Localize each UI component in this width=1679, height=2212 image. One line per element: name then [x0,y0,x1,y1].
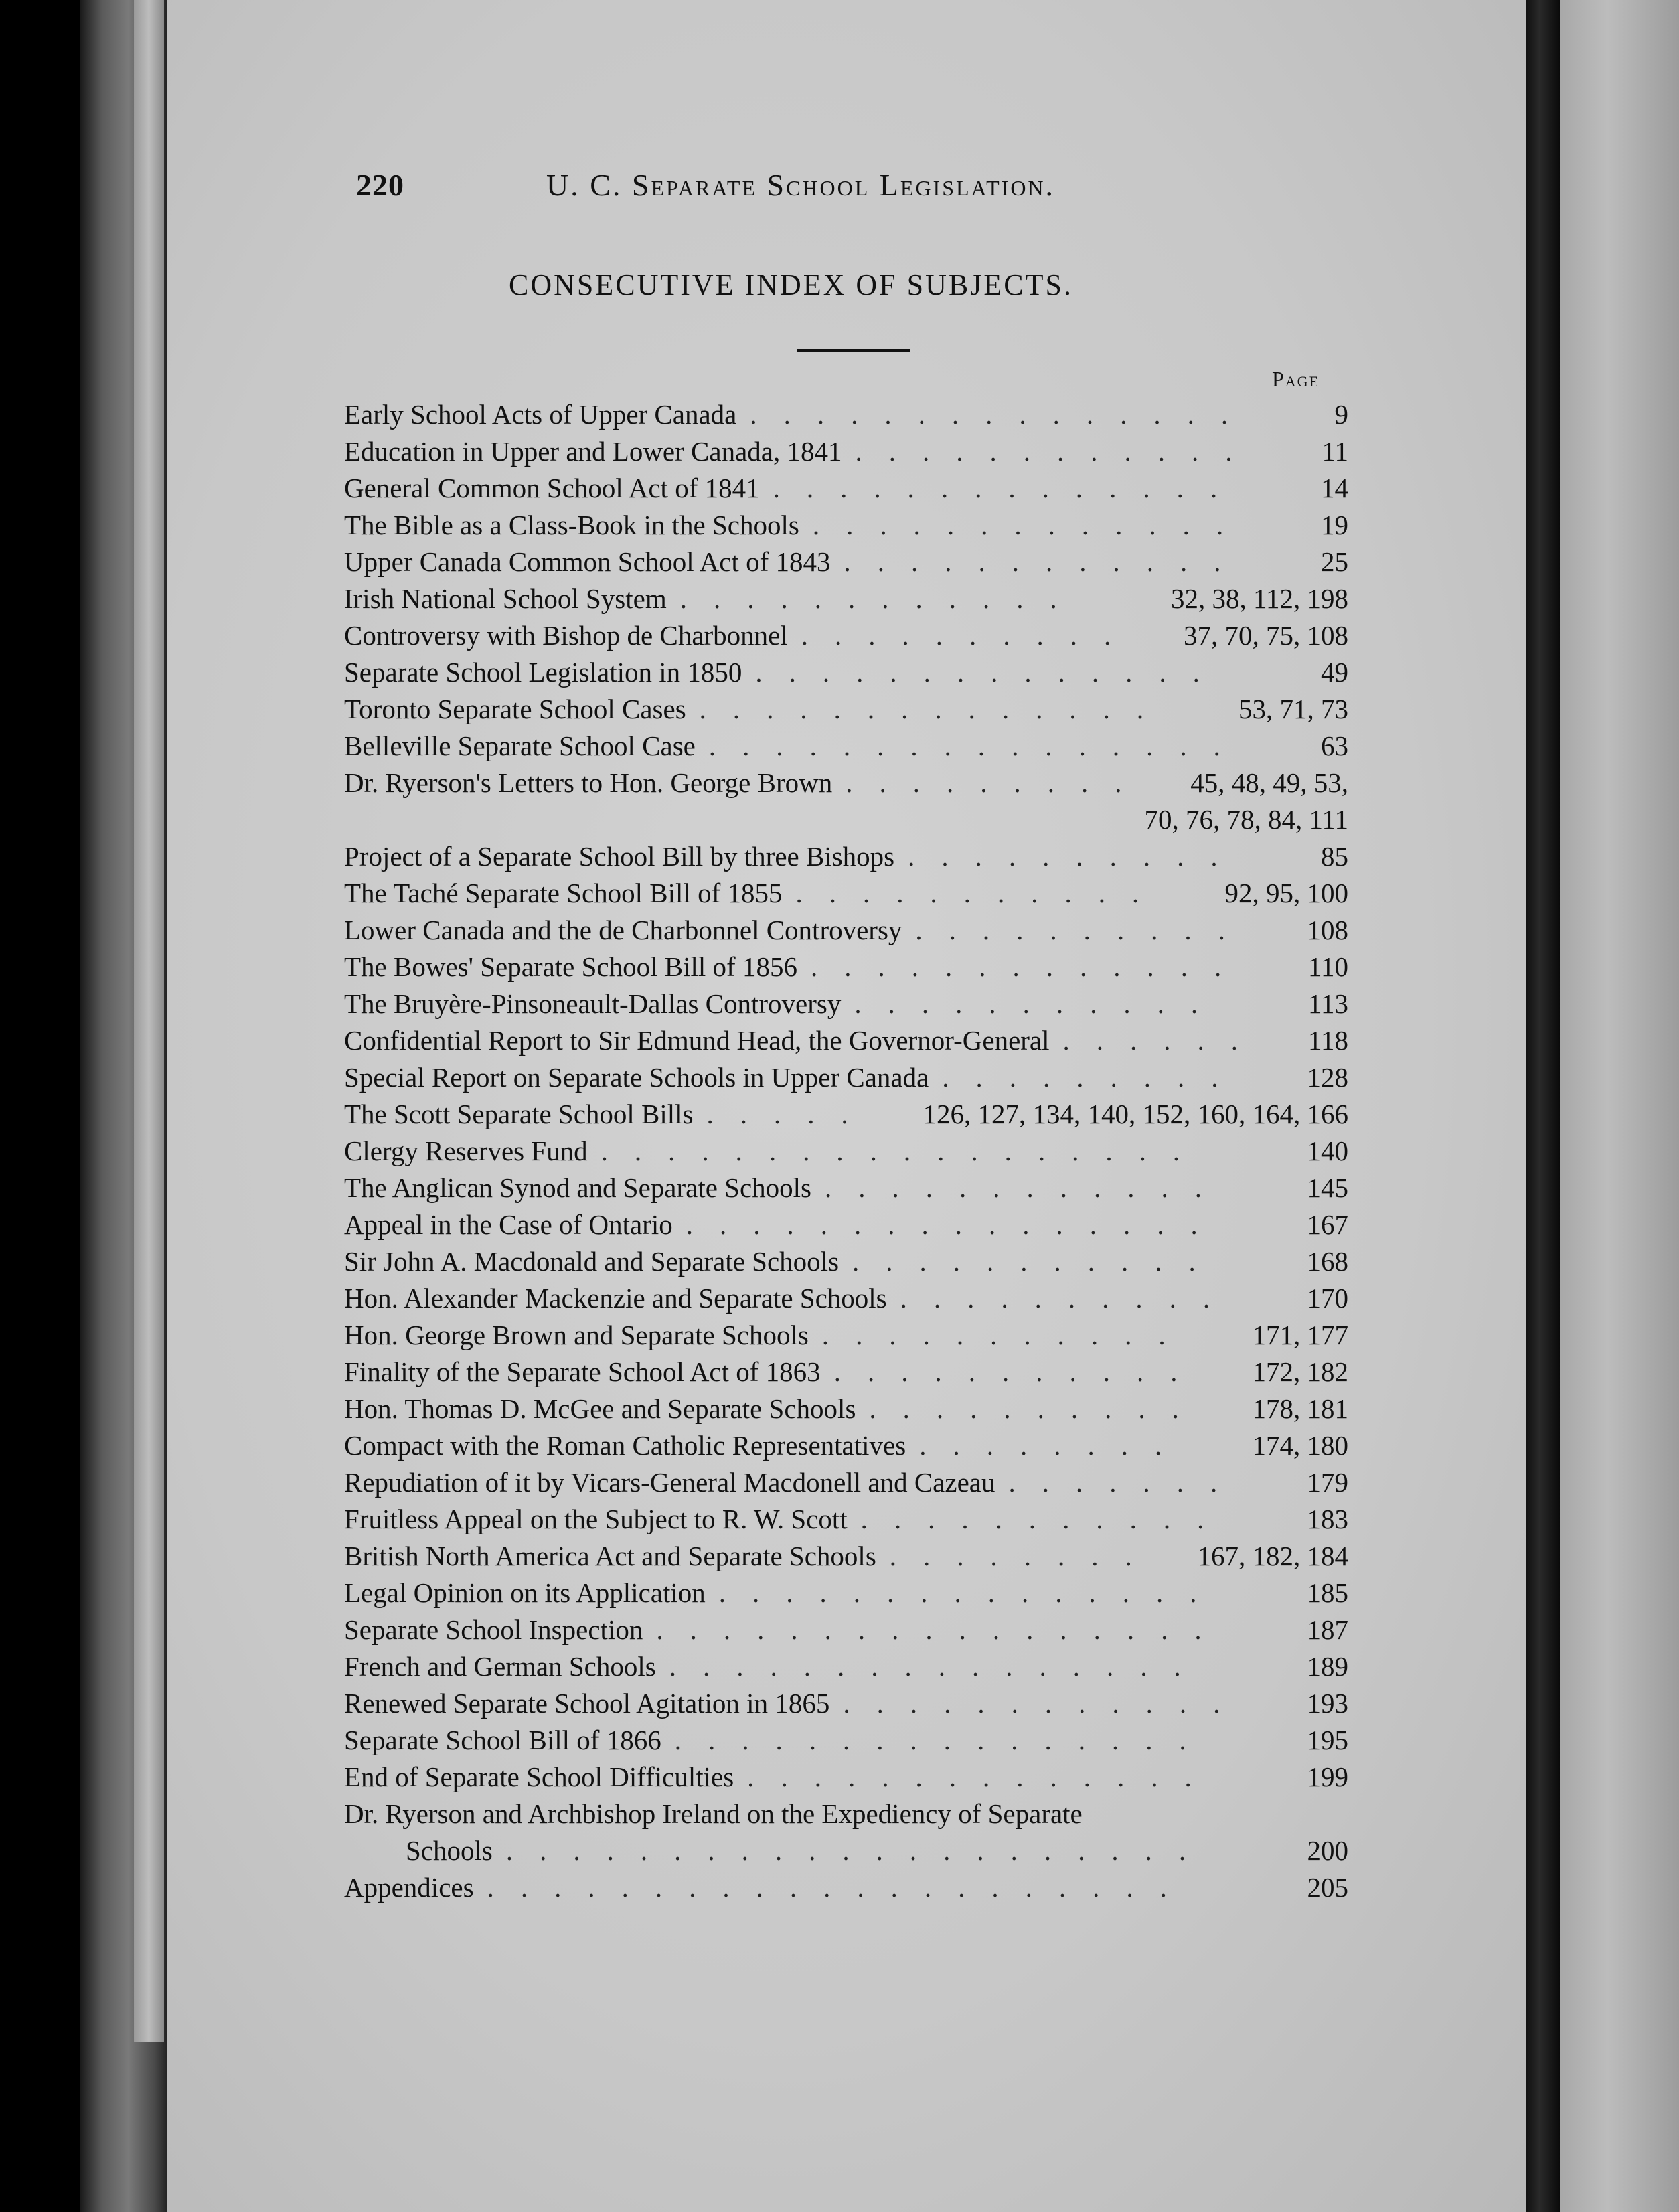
index-entry [344,1796,1348,1832]
entry-label: Lower Canada and the de Charbonnel Controversy [344,915,902,945]
entry-pages: 189 [1307,1651,1348,1682]
entry-pages: 172, 182 [1252,1356,1348,1387]
dot-leader: ............. [812,509,1251,540]
dot-leader: ................ [674,1725,1213,1755]
entry-pages: 170 [1307,1283,1348,1314]
index-entry [344,765,1348,801]
dot-leader: .......... [900,1283,1237,1314]
entry-pages: 118 [1308,1025,1348,1056]
entry-pages: 205 [1307,1872,1348,1903]
entry-pages: 168 [1307,1246,1348,1277]
entry-pages: 171, 177 [1252,1320,1348,1350]
dot-leader: ............. [810,951,1249,982]
entry-label: Schools [406,1835,493,1866]
entry-label: Hon. George Brown and Separate Schools [344,1320,809,1350]
entry-label: General Common School Act of 1841 [344,473,760,503]
entry-label: Special Report on Separate Schools in Upper Canada [344,1062,929,1093]
entry-pages: 92, 95, 100 [1224,878,1348,908]
entry-pages: 128 [1307,1062,1348,1093]
index-entry [344,470,1348,507]
index-entry [344,507,1348,544]
dot-leader: .............. [747,1761,1218,1792]
page-number: 220 [356,168,404,202]
index-entry [344,617,1348,654]
entry-pages: 179 [1307,1467,1348,1498]
index-entry [344,1354,1348,1391]
entry-label: Renewed Separate School Agitation in 1865 [344,1688,830,1719]
dot-leader: .............. [699,694,1171,724]
dot-leader: ..................... [487,1872,1194,1903]
dot-leader: ........... [795,878,1166,908]
entry-pages: 85 [1321,841,1348,872]
index-entry [344,1464,1348,1501]
index-entry [344,1685,1348,1722]
entry-pages: 126, 127, 134, 140, 152, 160, 164, 166 [923,1099,1348,1129]
dot-leader: .............. [773,473,1245,503]
dot-leader: ......... [942,1062,1245,1093]
entry-label: Repudiation of it by Vicars-General Macdonell and Cazeau [344,1467,995,1498]
entry-pages: 25 [1321,546,1348,577]
entry-pages: 37, 70, 75, 108 [1184,620,1348,651]
dot-leader: ............ [855,436,1259,467]
dot-leader: .......... [869,1393,1206,1424]
dot-leader: ...... [1062,1025,1265,1056]
dot-leader: ........... [821,1320,1192,1350]
index-entry [344,1575,1348,1611]
entry-label: The Bowes' Separate School Bill of 1856 [344,951,797,982]
dot-leader: ............ [679,583,1084,614]
index-heading: CONSECUTIVE INDEX OF SUBJECTS. [509,268,1073,301]
index-entry [344,801,1348,838]
index-entry [344,1648,1348,1685]
dot-leader: ..... [706,1099,875,1129]
entry-pages: 49 [1321,657,1348,688]
dot-leader: .................. [601,1135,1207,1166]
dot-leader: ............ [825,1172,1229,1203]
dot-leader: ............ [844,546,1248,577]
entry-pages: 70, 76, 78, 84, 111 [1144,804,1348,835]
entry-label: Dr. Ryerson and Archbishop Ireland on the Expediency of Separate [344,1798,1083,1829]
entry-label: The Anglican Synod and Separate Schools [344,1172,812,1203]
index-entry [344,1391,1348,1427]
entry-pages: 14 [1321,473,1348,503]
dot-leader: ......... [846,767,1149,798]
index-entry [344,1280,1348,1317]
index-entry [344,1317,1348,1354]
entry-label: Clergy Reserves Fund [344,1135,588,1166]
entry-label: British North America Act and Separate Schools [344,1540,876,1571]
entry-label: The Bible as a Class-Book in the Schools [344,509,799,540]
entry-label: Separate School Bill of 1866 [344,1725,661,1755]
dot-leader: ............... [750,399,1255,430]
entry-label: Hon. Thomas D. McGee and Separate Schools [344,1393,856,1424]
index-entry [344,1059,1348,1096]
dot-leader: ................ [669,1651,1208,1682]
dot-leader: .......... [801,620,1138,651]
entry-label: Hon. Alexander Mackenzie and Separate Schools [344,1283,887,1314]
entry-label: Finality of the Separate School Act of 1863 [344,1356,821,1387]
entry-pages: 108 [1307,915,1348,945]
entry-pages: 183 [1307,1504,1348,1534]
entry-label: Upper Canada Common School Act of 1843 [344,546,831,577]
entry-label: Appeal in the Case of Ontario [344,1209,673,1240]
entry-label: Appendices [344,1872,474,1903]
index-entry [344,912,1348,949]
page-edge-left [134,0,164,2042]
dot-leader: ........... [860,1504,1231,1534]
entry-pages: 53, 71, 73 [1238,694,1348,724]
entry-label: Belleville Separate School Case [344,730,696,761]
dot-leader: ................ [686,1209,1224,1240]
entry-pages: 167, 182, 184 [1197,1540,1348,1571]
dot-leader: .............. [755,657,1226,688]
entry-pages: 113 [1308,988,1348,1019]
entry-pages: 200 [1307,1835,1348,1866]
running-title: U. C. Separate School Legislation. [546,168,1056,202]
dot-leader: ....... [1008,1467,1245,1498]
entry-pages: 110 [1308,951,1348,982]
index-entry [344,1096,1348,1133]
index-entry [344,1170,1348,1206]
index-entry [344,654,1348,691]
dot-leader: ............ [843,1688,1247,1719]
index-entry [344,544,1348,580]
dot-leader: ........ [889,1540,1159,1571]
running-head [356,167,1180,214]
page-column-heading: Page [1272,367,1320,391]
dot-leader: ........... [852,1246,1222,1277]
entry-label: Dr. Ryerson's Letters to Hon. George Brown [344,767,833,798]
dot-leader: ........... [833,1356,1204,1387]
index-entry [344,1022,1348,1059]
entry-label: Sir John A. Macdonald and Separate Schools [344,1246,840,1277]
dot-leader: ............... [718,1577,1224,1608]
index-entry [344,1832,1348,1869]
entry-pages: 195 [1307,1725,1348,1755]
index-entry [344,1427,1348,1464]
entry-label: Irish National School System [344,583,667,614]
entry-pages: 9 [1334,399,1348,430]
entry-pages: 187 [1307,1614,1348,1645]
heading-rule [797,349,910,352]
entry-pages: 45, 48, 49, 53, [1190,767,1348,798]
entry-pages: 185 [1307,1577,1348,1608]
index-entry [344,1538,1348,1575]
entry-pages: 19 [1321,509,1348,540]
index-entry [344,1869,1348,1906]
entry-pages: 140 [1307,1135,1348,1166]
index-entry [344,1133,1348,1170]
index-entry [344,838,1348,875]
entry-pages: 167 [1307,1209,1348,1240]
entry-label: Early School Acts of Upper Canada [344,399,737,430]
dot-leader: ........... [854,988,1225,1019]
dot-leader: ..................... [505,1835,1213,1866]
index-entry [344,691,1348,728]
dot-leader: .......... [915,915,1252,945]
entry-pages: 178, 181 [1252,1393,1348,1424]
index-entry [344,1759,1348,1796]
entry-label: Fruitless Appeal on the Subject to R. W. Scott [344,1504,848,1534]
index-entry [344,1501,1348,1538]
dot-leader: ................. [656,1614,1228,1645]
index-entry [344,728,1348,765]
entry-label: End of Separate School Difficulties [344,1761,734,1792]
dot-leader: ........ [919,1430,1189,1461]
index-entry [344,396,1348,433]
entry-label: Separate School Inspection [344,1614,643,1645]
entry-label: Legal Opinion on its Application [344,1577,706,1608]
entry-pages: 145 [1307,1172,1348,1203]
entry-label: Controversy with Bishop de Charbonnel [344,620,788,651]
entry-label: Toronto Separate School Cases [344,694,686,724]
entry-label: The Scott Separate School Bills [344,1099,694,1129]
entry-pages: 174, 180 [1252,1430,1348,1461]
index-entry [344,1722,1348,1759]
index-entry [344,1243,1348,1280]
entry-label: Confidential Report to Sir Edmund Head, the Governor-General [344,1025,1050,1056]
entry-pages: 63 [1321,730,1348,761]
entry-pages: 11 [1322,436,1348,467]
dot-leader: ................ [708,730,1247,761]
next-page-edge [1560,0,1679,2212]
entry-label: Separate School Legislation in 1850 [344,657,742,688]
entry-label: French and German Schools [344,1651,656,1682]
entry-pages: 193 [1307,1688,1348,1719]
dot-leader: .......... [908,841,1245,872]
index-entry [344,1611,1348,1648]
entry-label: Compact with the Roman Catholic Representatives [344,1430,906,1461]
entry-pages: 199 [1307,1761,1348,1792]
index-entry [344,949,1348,985]
entry-pages: 32, 38, 112, 198 [1171,583,1348,614]
index-entry [344,580,1348,617]
index-entry [344,1206,1348,1243]
index-entries [344,396,1348,1906]
entry-label: Project of a Separate School Bill by three Bishops [344,841,895,872]
entry-label: The Bruyère-Pinsoneault-Dallas Controversy [344,988,842,1019]
index-entry [344,875,1348,912]
index-entry [344,433,1348,470]
entry-label: The Taché Separate School Bill of 1855 [344,878,783,908]
gutter-shadow [1526,0,1560,2212]
index-entry [344,985,1348,1022]
entry-label: Education in Upper and Lower Canada, 1841 [344,436,842,467]
